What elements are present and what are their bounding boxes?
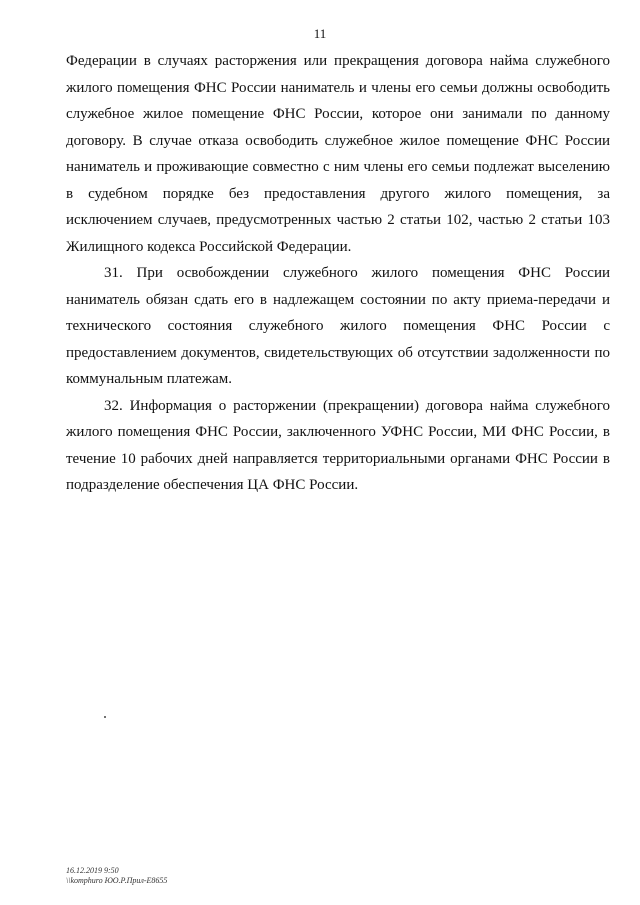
footer-file-path: \\komphuro ЮО.Р.Прил-Е8655: [66, 876, 168, 885]
stray-mark: [104, 716, 106, 718]
footer-timestamp: 16.12.2019 9:50: [66, 866, 119, 875]
page-number: 11: [313, 26, 327, 41]
paragraph-continuation: Федерации в случаях расторжения или прекращения договора найма служебного жилого помещения ФНС России наниматель и члены его семьи должны освободить служебное жилое помещение ФНС России, которое они занимали по данному договору. В случае отказа освободить служебное жилое помещение ФНС России наниматель и проживающие совместно с ним члены его семьи подлежат выселению в судебном порядке без предоставления другого жилого помещения, за исключением случаев, предусмотренных частью 2 статьи 102, частью 2 статьи 103 Жилищного кодекса Российской Федерации.: [66, 53, 610, 255]
paragraph-item-32: 32. Информация о расторжении (прекращении) договора найма служебного жилого помещения ФНС России, заключенного УФНС России, МИ ФНС России, в течение 10 рабочих дней направляется территориальными органами ФНС России в подразделение обеспечения ЦА ФНС России.: [66, 397, 610, 493]
paragraph-item-31: 31. При освобождении служебного жилого помещения ФНС России наниматель обязан сдать его в надлежащем состоянии по акту приема-передачи и технического состояния служебного жилого помещения ФНС России с предоставлением документов, свидетельствующих об отсутствии задолженности по коммунальным платежам.: [66, 265, 610, 387]
document-body: [66, 48, 610, 499]
document-footer: [66, 866, 167, 886]
